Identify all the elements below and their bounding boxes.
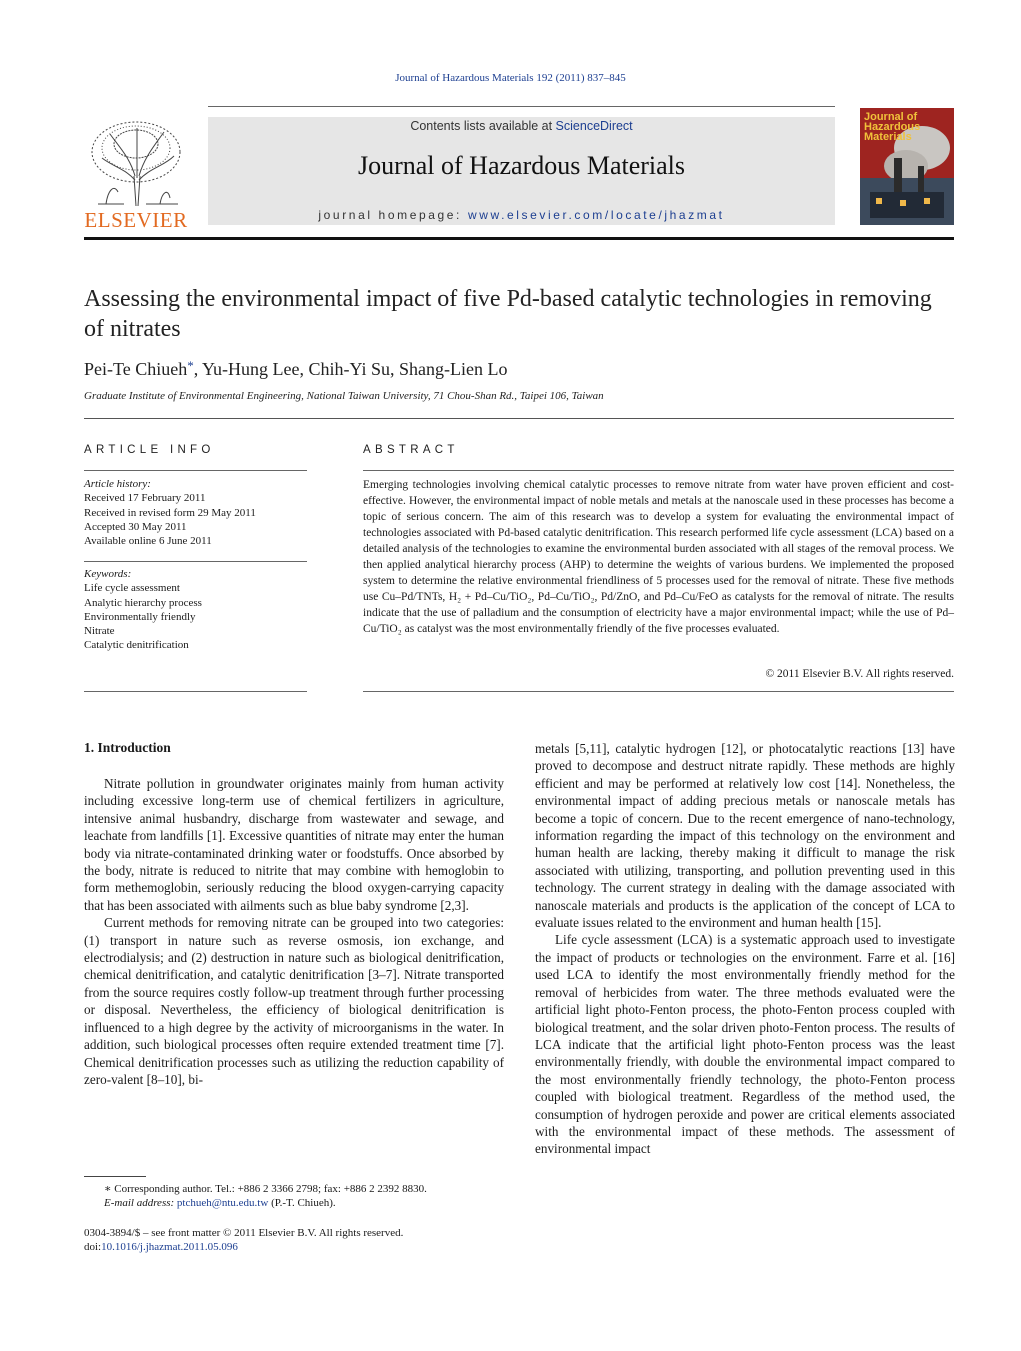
- doi-line: [84, 1240, 504, 1254]
- keywords-label: Keywords:: [84, 568, 132, 580]
- elsevier-logo: [84, 118, 188, 230]
- body-paragraph: metals [5,11], catalytic hydrogen [12], or photocatalytic reactions [13] have proved to decompose and destruct nitrate rapidly. These methods are highly efficient and may be performed at relatively low cost [14]. Nonetheless, the environmental impact of adding precious metals or nanoscale metals has become a topic of concern. Due to the recent emergence of nano-technology, information regarding the impact of this technology on the environment and human health are lacking, thereby making it difficult to manage the risk associated with utilizing, transporting, and pollution preventing used in this technology. The current strategy in dealing with the damage associated with nanoscale materials and products is the application of the concept of LCA to evaluate issues related to the environment and human health [15].: [535, 741, 955, 931]
- author-list: [84, 358, 508, 380]
- article-history: [84, 477, 307, 548]
- body-column-left: [84, 775, 504, 1088]
- abstract-rule-bottom: [363, 691, 954, 692]
- header-top-rule: [208, 106, 835, 107]
- journal-cover-thumbnail[interactable]: [860, 108, 954, 225]
- keyword-item[interactable]: Life cycle assessment: [84, 582, 180, 595]
- abstract-heading: ABSTRACT: [363, 444, 459, 456]
- body-paragraph: Current methods for removing nitrate can be grouped into two categories: (1) transport in nature such as reverse osmosis, ion exchange, and electrodialysis; and (2) destruction in nature such as biological denitrification, chemical denitrification, and catalytic denitrification [3–7]. Nitrate transported from the source requires costly follow-up treatment through further processing or disposal. Nevertheless, the efficiency of biological denitrification is influenced to a high degree by the activity of microorganisms in the water. In addition, such biological processes often require extended treatment time [7]. Chemical denitrification processes such as utilizing the reduction capability of zero-valent [8–10], bi-: [84, 915, 504, 1087]
- footnote-email-line: [84, 1196, 504, 1210]
- keyword-item[interactable]: Catalytic denitrification: [84, 639, 189, 652]
- contents-prefix: Contents lists available at: [410, 119, 556, 133]
- article-info-rule-mid: [84, 561, 307, 562]
- keywords-block: [84, 567, 307, 653]
- footnote-rule: [84, 1176, 146, 1177]
- journal-citation[interactable]: Journal of Hazardous Materials 192 (2011) 837–845: [395, 72, 626, 84]
- history-accepted: Accepted 30 May 2011: [84, 520, 187, 533]
- journal-banner: [208, 117, 835, 225]
- coauthors: , Yu-Hung Lee, Chih-Yi Su, Shang-Lien Lo: [193, 359, 508, 379]
- article-info-rule-bottom: [84, 691, 307, 692]
- doi-link[interactable]: 10.1016/j.jhazmat.2011.05.096: [101, 1241, 238, 1253]
- footnote-contact: ∗ Corresponding author. Tel.: +886 2 3366 2798; fax: +886 2 2392 8830.: [104, 1183, 427, 1195]
- section-heading-introduction: 1. Introduction: [84, 740, 171, 755]
- history-received: Received 17 February 2011: [84, 492, 206, 505]
- keyword-item[interactable]: Nitrate: [84, 625, 115, 638]
- keyword-item[interactable]: Analytic hierarchy process: [84, 596, 202, 609]
- body-column-right: [535, 740, 955, 1158]
- body-paragraph: Life cycle assessment (LCA) is a systematic approach used to investigate the impact of products or technologies on the environment. Farre et al. [16] used LCA to identify the most environmentally friendly method for the removal of herbicides from water. The three methods evaluated were the artificial light photo-Fenton process, the photo-Fenton process coupled with biological treatment, and the solar driven photo-Fenton process. The results of LCA indicate that the artificial light photo-Fenton process was the least environmentally friendly, with double the environmental impact compared to the most environmentally friendly technology, the photo-Fenton process coupled with biological treatment. Regardless of the method used, the consumption of hydrogen peroxide and power are critical elements associated with the environmental impact of these methods. The assessment of environmental impact: [535, 932, 955, 1157]
- doi-prefix: doi:: [84, 1241, 102, 1253]
- cover-title: Journal of Hazardous Materials: [864, 111, 921, 143]
- journal-homepage: [208, 208, 835, 222]
- elsevier-tree-icon: [84, 118, 188, 208]
- contents-line: [208, 119, 835, 133]
- homepage-prefix: journal homepage:: [318, 208, 468, 222]
- article-info-heading: ARTICLE INFO: [84, 444, 215, 456]
- affiliation-rule: [84, 418, 954, 419]
- homepage-link[interactable]: www.elsevier.com/locate/jhazmat: [467, 208, 725, 222]
- abstract-copyright: © 2011 Elsevier B.V. All rights reserved.: [765, 668, 954, 680]
- affiliation: Graduate Institute of Environmental Engineering, National Taiwan University, 71 Chou-Shan Rd., Taipei 106, Taiwan: [84, 390, 604, 402]
- keyword-item[interactable]: Environmentally friendly: [84, 610, 196, 623]
- email-suffix: (P.-T. Chiueh).: [268, 1197, 336, 1209]
- sciencedirect-link[interactable]: ScienceDirect: [555, 119, 633, 133]
- history-label: Article history:: [84, 478, 151, 490]
- header-bottom-rule: [84, 237, 954, 240]
- publisher-wordmark: ELSEVIER: [84, 208, 188, 232]
- email-link[interactable]: ptchueh@ntu.edu.tw: [176, 1197, 269, 1209]
- paper-title: Assessing the environmental impact of five Pd-based catalytic technologies in removing of nitrates: [84, 286, 932, 342]
- history-revised: Received in revised form 29 May 2011: [84, 506, 256, 519]
- body-paragraph: Nitrate pollution in groundwater originates mainly from human activity including excessive long-term use of chemical fertilizers in agriculture, intensive animal husbandry, discharge from wastewater and sewage, and leachate from landfills [1]. Excessive quantities of nitrate may enter the human body via nitrate-contaminated drinking water or foodstuffs. Once absorbed by the body, nitrate is reduced to nitrite that may combine with hemoglobin to form methemoglobin, seriously reducing the blood oxygen-carrying capacity that has been associated with ailments such as blue baby syndrome [2,3].: [84, 776, 504, 913]
- history-online: Available online 6 June 2011: [84, 535, 212, 548]
- corresponding-author-footnote: [84, 1182, 504, 1210]
- journal-name: Journal of Hazardous Materials: [357, 151, 686, 180]
- issn-line: 0304-3894/$ – see front matter © 2011 Elsevier B.V. All rights reserved.: [84, 1227, 404, 1239]
- corresponding-author-marker[interactable]: *: [187, 358, 194, 373]
- corresponding-author: Pei-Te Chiueh: [84, 359, 188, 379]
- email-label: E-mail address:: [104, 1197, 177, 1209]
- issn-doi-block: [84, 1226, 504, 1254]
- abstract-text: Emerging technologies involving chemical catalytic processes to remove nitrate from water have proven efficient and cost-effective. However, the environmental impact of noble metals and metals at the nanoscale used in these processes has become a topic of serious concern. The aim of this research was to develop a system for evaluating the environmental impact of technologies associated with Pd-based catalytic denitrification. This research performed life cycle assessment (LCA) based on a detailed analysis of the technologies to examine the environmental burden associated with all stages of the removal process. We then applied analytical hierarchy process (AHP) to determine the weights of various burdens. We implemented the proposed system to determine the relative environmental friendliness of 5 processes used for the removal of nitrate. These five methods use Cu–Pd/TNTs, H₂ + Pd–Cu/TiO₂, Pd–Cu/TiO₂, Pd/ZnO, and Pd–Cu/FeO as catalysts for the removal of nitrate. The results indicate that the use of palladium and the consumption of electricity have a major environmental impact; while the use of Pd–Cu/TiO₂ as catalyst was the most environmentally friendly of the five processes evaluated.: [363, 479, 954, 635]
- article-info-rule-top: [84, 470, 307, 471]
- abstract-rule-top: [363, 470, 954, 471]
